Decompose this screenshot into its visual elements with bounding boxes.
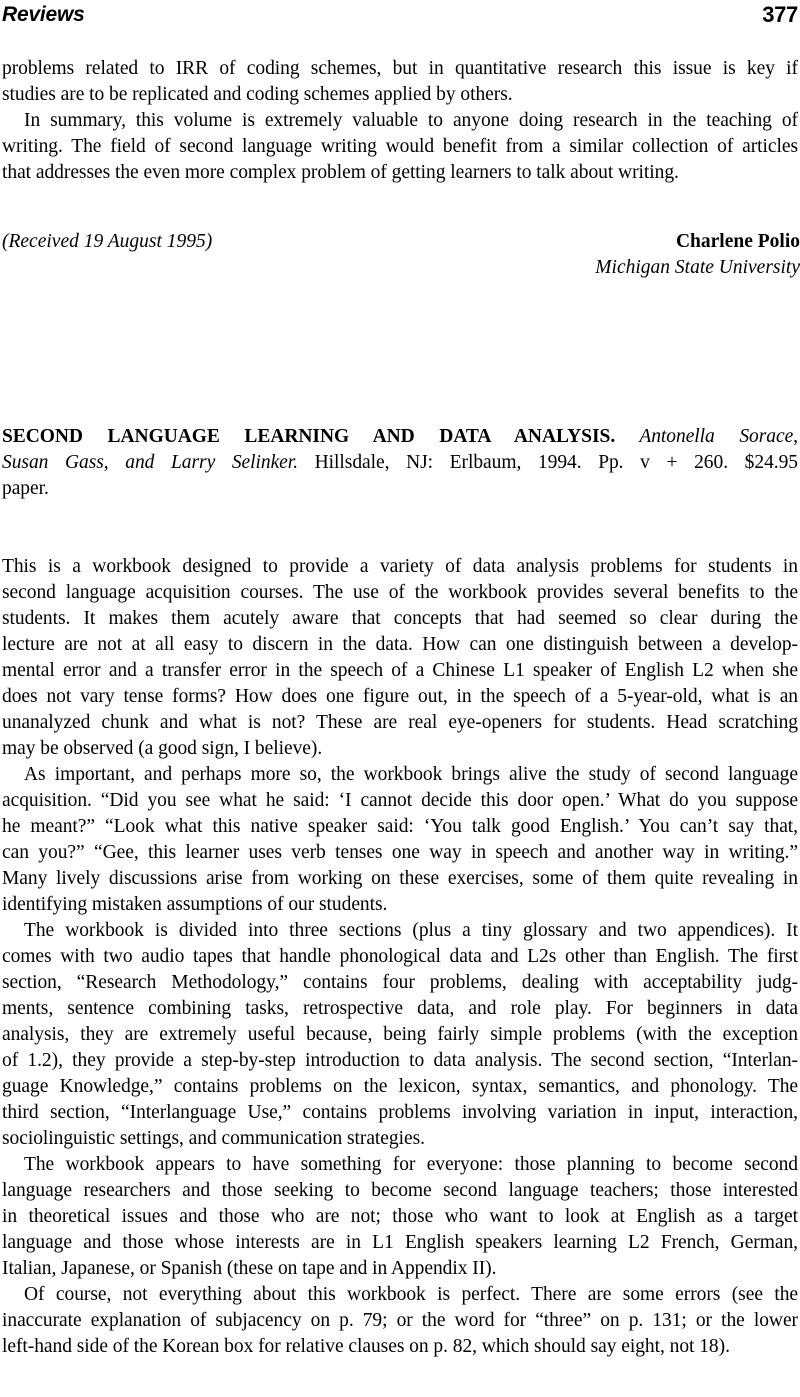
text-line: that addresses the even more complex problem of getting learners to talk about writing. [2,162,679,183]
text-line: language and those whose interests are in L1 English speakers learning L2 French, German, [2,1232,798,1253]
heading-line [2,450,798,476]
text-line: Of course, not everything about this workbook is perfect. There are some errors (see the [24,1284,798,1305]
book-entry-heading [2,424,798,502]
review-paragraph [2,762,798,918]
paragraph-continuation [2,56,798,108]
running-head [2,2,798,32]
text-line: students. It makes them acutely aware that concepts that had seemed so clear during the [2,608,798,629]
text-line: sociolinguistic settings, and communication strategies. [2,1128,425,1149]
text-line: As important, and perhaps more so, the workbook brings alive the study of second language [24,764,798,785]
text-line: of 1.2), they provide a step-by-step introduction to data analysis. The second section, “Interlan- [2,1050,798,1071]
text-line: In summary, this volume is extremely valuable to anyone doing research in the teaching of [24,110,798,131]
page-number: 377 [762,2,798,27]
heading-line [2,476,798,502]
text-line: studies are to be replicated and coding schemes applied by others. [2,84,513,105]
text-line: writing. The field of second language writing would benefit from a similar collection of articles [2,136,798,157]
text-line: identifying mistaken assumptions of our students. [2,894,388,915]
text-line: mental error and a transfer error in the speech of a Chinese L1 speaker of English L2 when she [2,660,798,681]
text-line: can you?” “Gee, this learner uses verb tenses one way in speech and another way in writing.” [2,842,798,863]
text-line: analysis, they are extremely useful because, being fairly simple problems (with the exception [2,1024,798,1045]
text-line: unanalyzed chunk and what is not? These are real eye-openers for students. Head scratching [2,712,798,733]
book-authors: Susan Gass, and Larry Selinker. [2,452,298,473]
book-imprint: Hillsdale, NJ: Erlbaum, 1994. Pp. v + 260. $24.95 [298,452,798,473]
text-line: left-hand side of the Korean box for relative clauses on p. 82, which should say eight, not 18). [2,1336,730,1357]
text-line: third section, “Interlanguage Use,” contains problems involving variation in input, interaction, [2,1102,798,1123]
text-line: acquisition. “Did you see what he said: ‘I cannot decide this door open.’ What do you suppose [2,790,798,811]
book-imprint: paper. [2,478,49,499]
paragraph-summary [2,108,798,186]
text-line: Many lively discussions arise from working on these exercises, some of them quite revealing in [2,868,798,889]
text-line: inaccurate explanation of subjacency on p. 79; or the word for “three” on p. 131; or the lower [2,1310,798,1331]
review-paragraph [2,1282,798,1360]
text-line: section, “Research Methodology,” contains four problems, dealing with acceptability judg- [2,972,798,993]
text-line: Italian, Japanese, or Spanish (these on tape and in Appendix II). [2,1258,497,1279]
text-line: does not vary tense forms? How does one figure out, in the speech of a 5-year-old, what is an [2,686,798,707]
text-line: may be observed (a good sign, I believe). [2,738,323,759]
received-date: (Received 19 August 1995) [2,231,213,252]
text-line: lecture are not at all easy to discern in the data. How can one distinguish between a develop- [2,634,798,655]
text-line: problems related to IRR of coding schemes, but in quantitative research this issue is key if [2,58,798,79]
text-line: The workbook is divided into three sections (plus a tiny glossary and two appendices). It [24,920,798,941]
text-line: comes with two audio tapes that handle phonological data and L2s other than English. The first [2,946,798,967]
review-paragraph [2,554,798,762]
review-paragraph [2,918,798,1152]
text-line: he meant?” “Look what this native speaker said: ‘You talk good English.’ You can’t say that, [2,816,798,837]
text-line: language researchers and those seeking to become second language teachers; those interested [2,1180,798,1201]
text-line: The workbook appears to have something for everyone: those planning to become second [24,1154,798,1175]
running-head-title: Reviews [2,3,85,26]
reviewer-name: Charlene Polio [675,231,800,252]
text-line: guage Knowledge,” contains problems on the lexicon, syntax, semantics, and phonology. The [2,1076,798,1097]
book-title: SECOND LANGUAGE LEARNING AND DATA ANALYSIS. [2,426,616,447]
text-line: This is a workbook designed to provide a variety of data analysis problems for students in [2,556,798,577]
text-line: second language acquisition courses. The use of the workbook provides several benefits to the [2,582,798,603]
review-paragraph [2,1152,798,1282]
text-line: in theoretical issues and those who are not; those who want to look at English as a target [2,1206,798,1227]
heading-line [2,424,798,450]
book-authors: Antonella Sorace, [615,426,798,447]
text-line: ments, sentence combining tasks, retrospective data, and role play. For beginners in data [2,998,798,1019]
reviewer-affiliation: Michigan State University [595,257,800,278]
